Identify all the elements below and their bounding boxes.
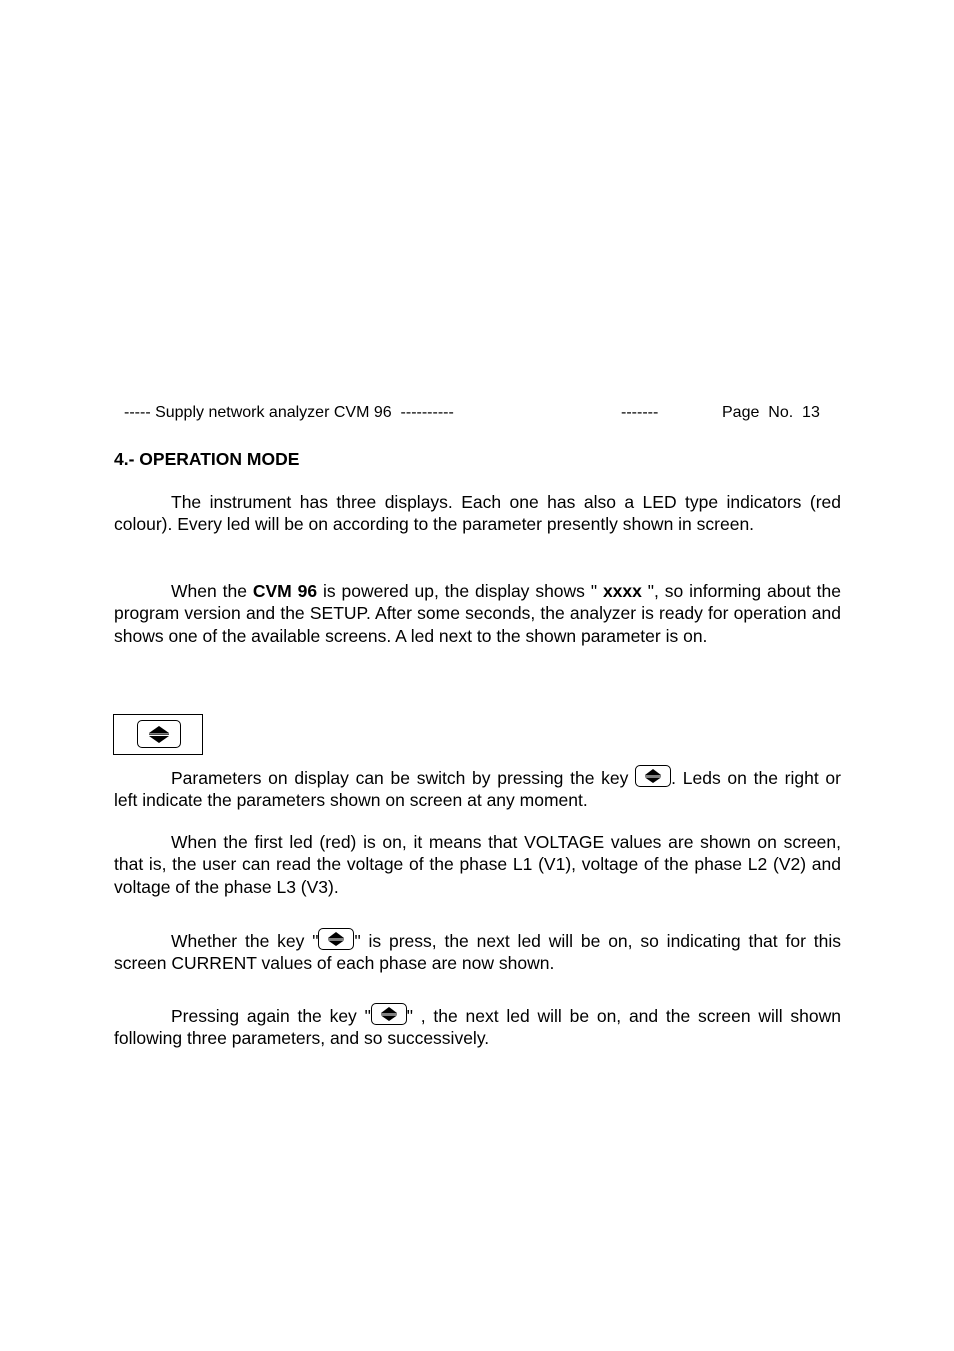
paragraph-power-up: When the CVM 96 is powered up, the display shows " xxxx ", so informing about the program version and the SETUP. After some seconds, the analyzer is ready for operation and shows one of the available screens. A led next to the shown parameter is on. <box>114 581 841 646</box>
header-separator: ------- <box>621 404 659 421</box>
section-heading: 4.- OPERATION MODE <box>114 449 300 469</box>
paragraph-current: Whether the key " " is press, the next led will be on, so indicating that for this screen CURRENT values of each phase are now shown. <box>114 928 841 975</box>
up-down-key-icon <box>371 1003 407 1025</box>
up-down-key-icon <box>137 720 181 748</box>
key-illustration-box <box>113 714 203 755</box>
header-title: ----- Supply network analyzer CVM 96 ---------- <box>124 404 454 421</box>
paragraph-switch-parameters: Parameters on display can be switch by pressing the key . Leds on the right or left indicate the parameters shown on screen at any moment. <box>114 765 841 812</box>
paragraph-next-parameters: Pressing again the key " " , the next led will be on, and the screen will shown following three parameters, and so successively. <box>114 1003 841 1050</box>
up-down-key-icon <box>635 765 671 787</box>
page-number: Page No. 13 <box>722 404 820 421</box>
up-down-key-icon <box>318 928 354 950</box>
paragraph-voltage: When the first led (red) is on, it means that VOLTAGE values are shown on screen, that is, the user can read the voltage of the phase L1 (V1), voltage of the phase L2 (V2) and voltage of the phase L3 (V3). <box>114 832 841 897</box>
paragraph-displays: The instrument has three displays. Each one has also a LED type indicators (red colour). Every led will be on according to the parameter presently shown in screen. <box>114 492 841 535</box>
